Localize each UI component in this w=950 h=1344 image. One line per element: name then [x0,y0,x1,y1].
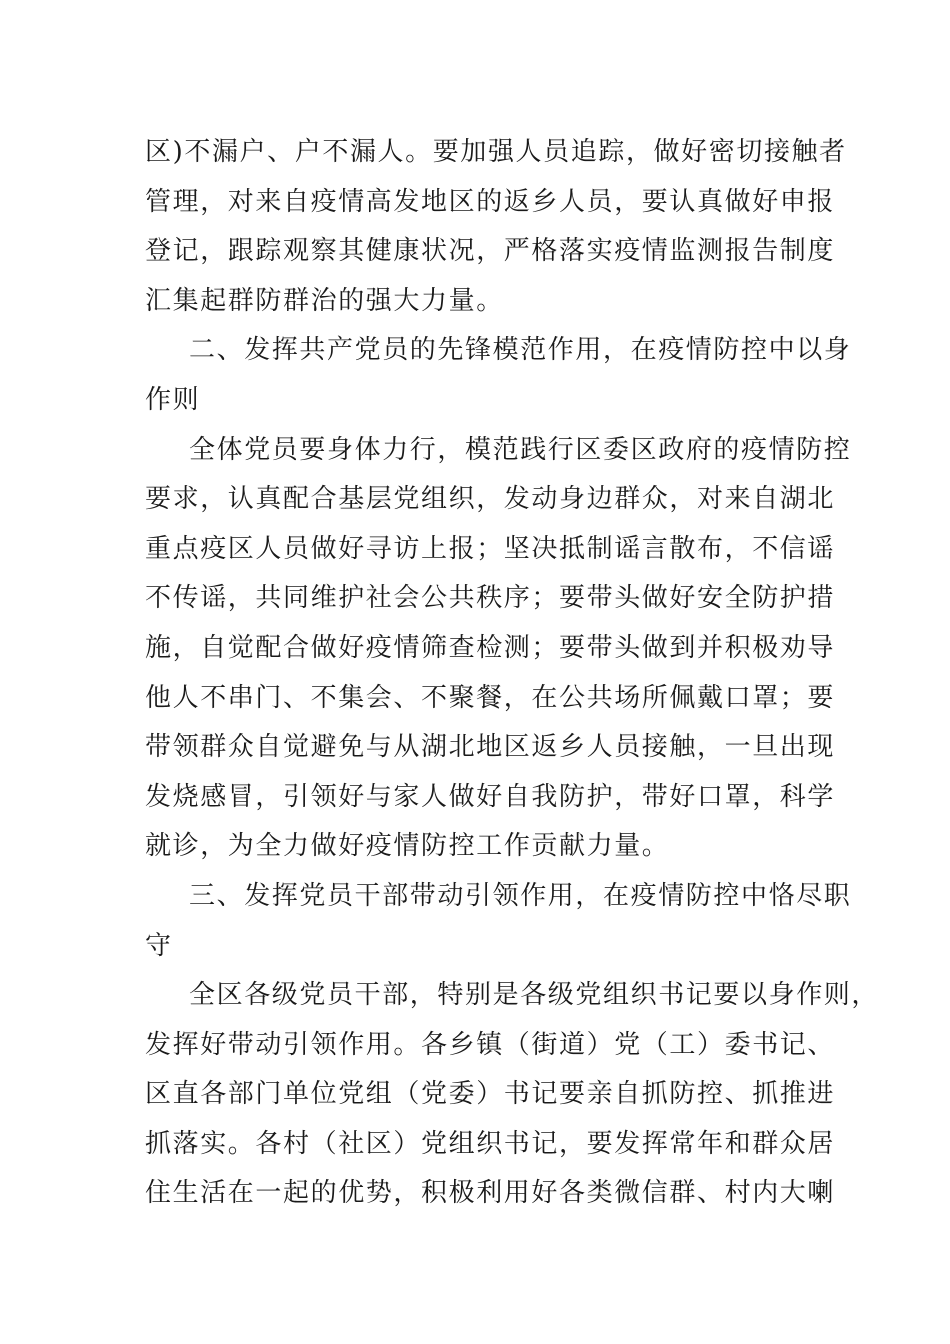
section-heading-3: 三、发挥党员干部带动引领作用，在疫情防控中恪尽职 [189,880,852,911]
text-line-22: 住生活在一起的优势，积极利用好各类微信群、村内大喇 [145,1178,836,1209]
text-line-4: 汇集起群防群治的强大力量。 [145,285,504,316]
section-heading-2: 二、发挥共产党员的先锋模范作用，在疫情防控中以身 [189,335,852,366]
text-line-15: 就诊，为全力做好疫情防控工作贡献力量。 [145,831,670,862]
text-line-14: 发烧感冒，引领好与家人做好自我防护，带好口罩，科学 [145,781,836,812]
text-line-19: 发挥好带动引领作用。各乡镇（街道）党（工）委书记、 [145,1029,836,1060]
text-line-1: 区)不漏户、户不漏人。要加强人员追踪，做好密切接触者 [145,137,847,167]
text-line-18: 全区各级党员干部，特别是各级党组织书记要以身作则， [189,980,880,1011]
text-line-21: 抓落实。各村（社区）党组织书记，要发挥常年和群众居 [145,1128,836,1159]
section-heading-3-cont: 守 [145,930,173,961]
text-line-20: 区直各部门单位党组（党委）书记要亲自抓防控、抓推进 [145,1079,836,1110]
text-line-7: 全体党员要身体力行，模范践行区委区政府的疫情防控 [189,434,852,465]
text-line-11: 施，自觉配合做好疫情筛查检测；要带头做到并积极劝导 [145,632,836,663]
text-line-2: 管理，对来自疫情高发地区的返乡人员，要认真做好申报 [145,186,836,217]
text-line-9: 重点疫区人员做好寻访上报；坚决抵制谣言散布，不信谣 [145,533,836,564]
document-body [145,128,880,1219]
text-line-8: 要求，认真配合基层党组织，发动身边群众，对来自湖北 [145,484,836,515]
text-line-13: 带领群众自觉避免与从湖北地区返乡人员接触，一旦出现 [145,732,836,763]
text-line-10: 不传谣，共同维护社会公共秩序；要带头做好安全防护措 [145,583,836,614]
section-heading-2-cont: 作则 [145,384,201,415]
text-line-3: 登记，跟踪观察其健康状况，严格落实疫情监测报告制度 [145,236,836,267]
text-line-12: 他人不串门、不集会、不聚餐，在公共场所佩戴口罩；要 [145,682,836,713]
